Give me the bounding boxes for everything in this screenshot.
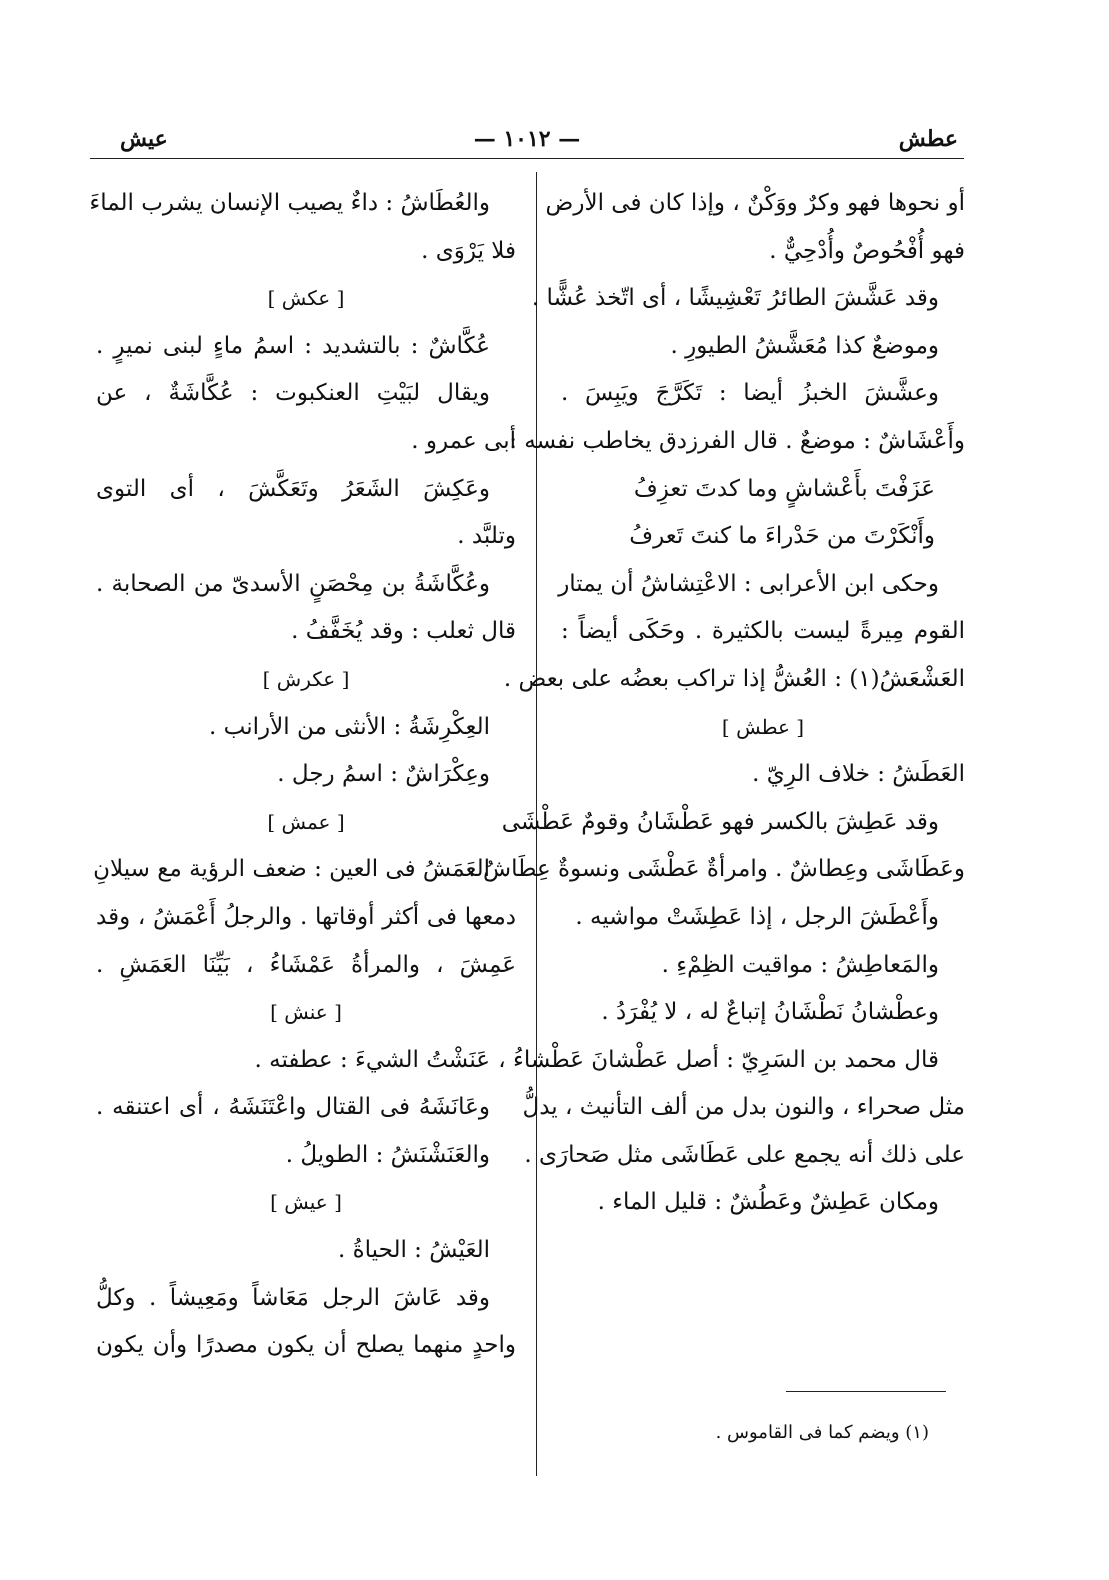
text-line: والعَنَشْنَشُ : الطويلُ . (285, 1141, 490, 1168)
text-line: أبى عمرو . (411, 427, 516, 454)
text-line: وأَعْشَاشٌ : موضعٌ . قال الفرزدق يخاطب نفسه : (509, 427, 965, 454)
text-line: واحدٍ منهما يصلح أن يكون مصدرًا وأن يكون (96, 1332, 516, 1359)
text-line: قال محمد بن السَرِيّ : أصل عَطْشانَ عَطْشاءُ ، (498, 1046, 939, 1073)
text-line: دمعها فى أكثر أوقاتها . والرجلُ أَعْمَشُ ، وقد (96, 903, 516, 930)
text-line: قال ثعلب : وقد يُخَفَّفُ . (291, 618, 516, 645)
text-line: وموضعٌ كذا مُعَشَّشُ الطيورِ . (670, 332, 939, 359)
text-line: وعُكَّاشَةُ بن مِحْصَنٍ الأسدىّ من الصحابة . (96, 570, 490, 597)
page-header (90, 126, 964, 160)
text-line: والمَعاطِشُ : مواقيت الظِمْءِ . (661, 951, 939, 978)
text-line: العَشْعَشُ(١) : العُشُّ إذا تراكب بعضُه على بعض . (503, 665, 965, 692)
header-rule (90, 158, 964, 159)
text-line: العَيْشُ : الحياةُ . (338, 1237, 490, 1264)
text-line: وعطْشانُ نَطْشَانُ إتباعٌ له ، لا يُفْرَدُ . (601, 999, 939, 1026)
entry-heading: [ عكش ] (267, 286, 345, 311)
entry-heading: [ عنش ] (270, 1000, 342, 1025)
text-line: وعَطَاشَى وعِطاشٌ . وامرأةٌ عَطْشَى ونسوةٌ عِطَاشٌ . (468, 856, 965, 883)
footnote-rule (786, 1391, 946, 1392)
text-line: عَزَفْتَ بأَعْشاشٍ وما كدتَ تعزِفُ (633, 475, 935, 502)
text-line: عَمِشَ ، والمرأةُ عَمْشَاءُ ، بَيِّنَا العَمَشِ . (96, 951, 516, 978)
text-line: ويقال لبَيْتِ العنكبوت : عُكَّاشَةٌ ، عن (96, 380, 490, 407)
text-line: وقد عَاشَ الرجل مَعَاشاً ومَعِيشاً . وكلُّ (96, 1284, 490, 1311)
text-line: عَنَشْتُ الشيءَ : عطفته . (254, 1046, 490, 1073)
entry-heading: [ عمش ] (267, 809, 345, 834)
text-line: العَمَشُ فى العين : ضعف الرؤية مع سيلانِ (93, 856, 490, 883)
text-line: عُكَّاشٌ : بالتشديد : اسمُ ماءٍ لبنى نميرٍ . (96, 332, 490, 359)
text-line: فهو أُفْحُوصٌ وأُدْحِيٌّ . (769, 237, 965, 264)
text-line: وأَعْطَشَ الرجل ، إذا عَطِشَتْ مواشيه . (575, 903, 939, 930)
text-line: وعشَّشَ الخبزُ أيضا : تَكَرَّجَ ويَبِسَ . (561, 380, 939, 407)
text-line: والعُطَاشُ : داءٌ يصيب الإنسان يشرب الماءَ (89, 190, 490, 216)
entry-heading: [ عطش ] (721, 714, 805, 739)
text-line: العَطَشُ : خلاف الرِيّ . (752, 761, 965, 788)
text-line: وأَنْكَرْتَ من حَدْراءَ ما كنتَ تَعرفُ (629, 523, 935, 550)
text-line: القوم مِيرةً ليست بالكثيرة . وحَكَى أيضاً : (561, 618, 965, 645)
header-headword-left: عيش (120, 126, 168, 152)
text-line: ومكان عَطِشٌ وعَطُشٌ : قليل الماء . (597, 1189, 939, 1216)
text-line: على ذلك أنه يجمع على عَطَاشَى مثل صَحارَى . (524, 1141, 965, 1168)
text-line: وعِكْرَاشٌ : اسمُ رجل . (277, 761, 490, 788)
footnote: (١) ويضم كما فى القاموس . (715, 1422, 929, 1443)
text-line: فلا يَرْوَى . (421, 237, 516, 264)
text-line: وتلبَّد . (457, 523, 516, 550)
text-line: وعَكِشَ الشَعَرُ وتَعَكَّشَ ، أى التوى (96, 475, 490, 502)
text-line: مثل صحراء ، والنون بدل من ألف التأنيث ، يدلُّ (522, 1094, 965, 1121)
text-line: أو نحوها فهو وكرٌ ووَكْنٌ ، وإذا كان فى الأرض (545, 190, 965, 216)
entry-heading: [ عكرش ] (262, 666, 350, 691)
text-line: وقد عَطِشَ بالكسر فهو عَطْشَانُ وقومٌ عَطْشَى (501, 808, 939, 835)
text-line: العِكْرِشَةُ : الأنثى من الأرانب . (209, 713, 490, 740)
text-line: وقد عَشَّشَ الطائرُ تَعْشِيشًا ، أى اتّخذ عُشًّا . (531, 285, 939, 312)
page-number: — ١٠١٢ — (473, 126, 581, 152)
left-column (89, 180, 516, 1370)
text-line: وعَانَشَهُ فى القتال واعْتَنَشَهُ ، أى اعتنقه . (96, 1094, 490, 1121)
header-headword-right: عطش (898, 126, 958, 152)
entry-heading: [ عيش ] (270, 1190, 342, 1215)
text-line: وحكى ابن الأعرابى : الاعْتِشاشُ أن يمتار (558, 570, 939, 597)
